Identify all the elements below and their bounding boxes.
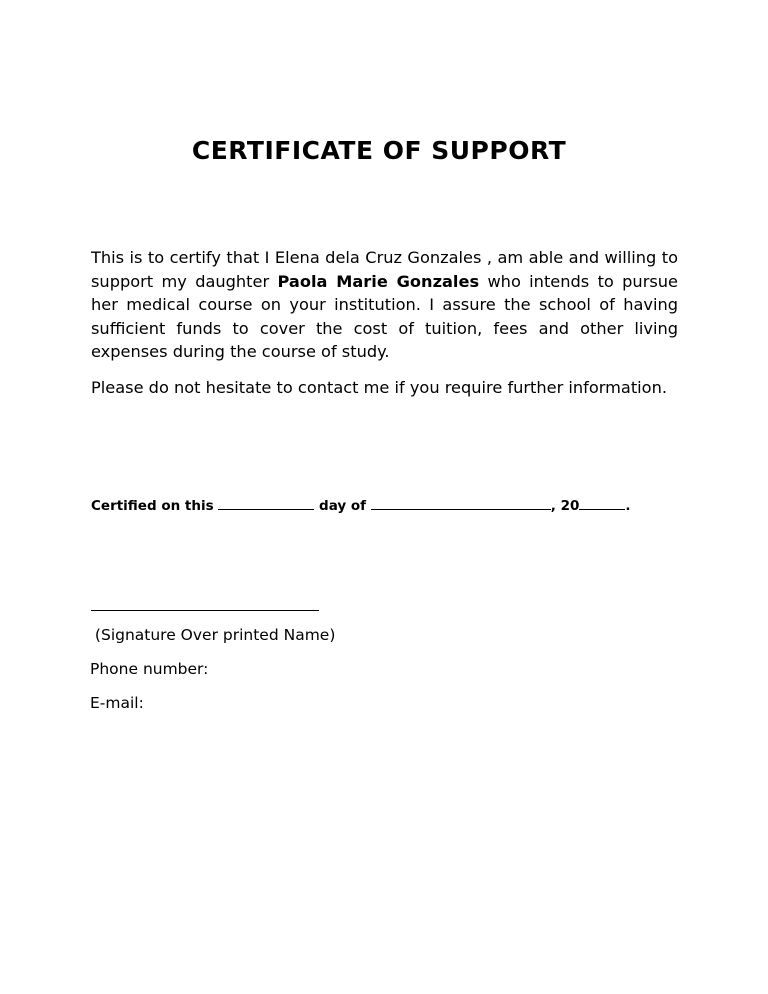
certified-suffix: . [625, 498, 631, 514]
email-label: E-mail: [90, 694, 144, 712]
certified-prefix: Certified on this [91, 498, 219, 514]
phone-label: Phone number: [90, 660, 209, 678]
certified-date-line [91, 497, 631, 514]
paragraph-text-before-name: This is to certify that I Elena dela Cruz Gonzales , am able and willing to support my daughter [91, 248, 678, 291]
year-blank[interactable] [579, 497, 625, 510]
signature-line[interactable] [91, 610, 319, 611]
signature-label: (Signature Over printed Name) [90, 626, 336, 644]
paragraph-text-after-name: who intends to pursue her medical course on your institution. I assure the school of having sufficient funds to cover the cost of tuition, fees and other living expenses during the course of study. [91, 271, 679, 362]
daughter-name: Paola Marie Gonzales [277, 271, 480, 291]
certified-year-prefix: , 20 [550, 498, 580, 514]
contact-paragraph: Please do not hesitate to contact me if you require further information. [91, 378, 667, 397]
certification-paragraph [91, 246, 678, 364]
day-blank[interactable] [218, 497, 314, 510]
document-title: CERTIFICATE OF SUPPORT [191, 136, 567, 165]
month-blank[interactable] [371, 497, 551, 510]
certified-day-of: day of [314, 498, 371, 514]
